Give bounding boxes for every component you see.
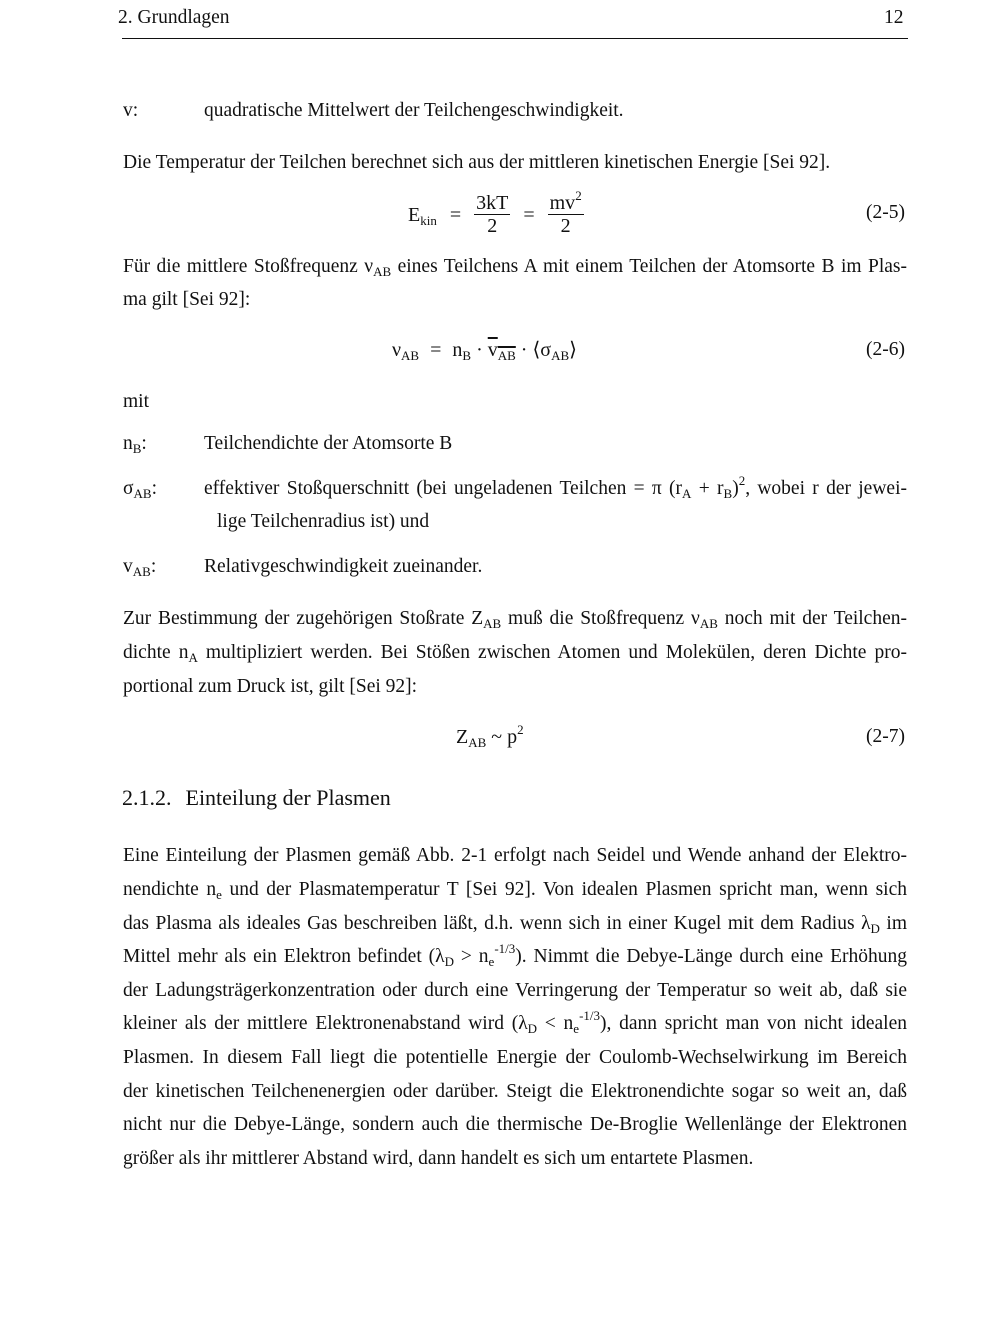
- equation-2-7: $Z_{AB}$ ~ $p^2$: [456, 722, 524, 750]
- equation-label-2-6: (2-6): [866, 339, 905, 360]
- paragraph-collision-line1: Für die mittlere Stoßfrequenz $\nu_{AB}$ eines Teilchens A mit einem Teilchen der Atomsorte B im Plas-: [123, 256, 907, 279]
- equation-label-2-7: (2-7): [866, 726, 905, 747]
- paragraph-plasma-line5: der Ladungsträgerkonzentration oder durch eine Verringerung der Temperatur so weit ab, daß sie: [123, 980, 907, 1001]
- definition-term-vab: $v_{AB}$:: [123, 556, 157, 579]
- paragraph-collision-line2: ma gilt [Sei 92]:: [123, 289, 251, 310]
- paragraph-rate-line1: Zur Bestimmung der zugehörigen Stoßrate $Z_{AB}$ muß die Stoßfrequenz $\nu_{AB}$ noch mit der Teilchen-: [123, 608, 907, 631]
- section-number: 2.1.2.: [122, 785, 172, 810]
- page-number: 12: [884, 7, 904, 28]
- definition-desc-nb: Teilchendichte der Atomsorte B: [204, 433, 453, 454]
- paragraph-plasma-line9: nicht nur die Debye-Länge, sondern auch die thermische De-Broglie Wellenlänge der Elektronen: [123, 1114, 907, 1135]
- paragraph-plasma-line10: größer als ihr mittlerer Abstand wird, dann handelt es sich um entartete Plasmen.: [123, 1148, 754, 1169]
- equation-2-6: $\nu_{AB} = n_B \cdot v_{AB}$ · $⟨\sigma_{AB}⟩$: [392, 339, 577, 363]
- definition-term-sigma: $\sigma_{AB}$:: [123, 478, 157, 501]
- paragraph-rate-line2: dichte $n_A$ multipliziert werden. Bei Stößen zwischen Atomen und Molekülen, deren Dichte pro-: [123, 642, 907, 665]
- definition-term-nb: $n_B$:: [123, 433, 147, 456]
- paragraph-rate-line3: portional zum Druck ist, gilt [Sei 92]:: [123, 676, 418, 697]
- section-title: Einteilung der Plasmen: [185, 785, 391, 810]
- section-heading: [122, 786, 391, 810]
- equation-2-5: $E_{kin}$ = $\frac{3kT}{2}$ = $\frac{mv^2}{2}$: [408, 188, 582, 237]
- definition-desc-sigma-line1: effektiver Stoßquerschnitt (bei ungeladenen Teilchen = π $(r_A + r_B)^2$, wobei r der jewei-: [204, 473, 907, 501]
- paragraph-plasma-line7: Plasmen. In diesem Fall liegt die potentielle Energie der Coulomb-Wechselwirkung im Bereich: [123, 1047, 907, 1068]
- definition-desc-vab: Relativgeschwindigkeit zueinander.: [204, 556, 483, 577]
- running-header-chapter: 2. Grundlagen: [118, 7, 230, 28]
- paragraph-plasma-line4: Mittel mehr als ein Elektron befindet $(\lambda_D > n_e^{-1/3})$. Nimmt die Debye-Länge durch eine Erhöhung: [123, 941, 907, 969]
- definition-term-v: v:: [123, 100, 139, 121]
- paragraph-plasma-line2: nendichte $n_e$ und der Plasmatemperatur T [Sei 92]. Von idealen Plasmen spricht man, wenn sich: [123, 879, 907, 902]
- definition-desc-sigma-line2: lige Teilchenradius ist) und: [217, 511, 430, 532]
- paragraph-plasma-line8: der kinetischen Teilchenenergien oder darüber. Steigt die Elektronendichte sogar so weit an, daß: [123, 1081, 907, 1102]
- word-mit: mit: [123, 391, 150, 412]
- paragraph-temperature: Die Temperatur der Teilchen berechnet sich aus der mittleren kinetischen Energie [Sei 92].: [123, 152, 831, 173]
- paragraph-plasma-line3: das Plasma als ideales Gas beschreiben läßt, d.h. wenn sich in einer Kugel mit dem Radius $\lambda_D$ im: [123, 913, 908, 936]
- paragraph-plasma-line6: kleiner als der mittlere Elektronenabstand wird $(\lambda_D < n_e^{-1/3})$, dann spricht man von nicht idealen: [123, 1008, 907, 1036]
- definition-desc-v: quadratische Mittelwert der Teilchengeschwindigkeit.: [204, 100, 624, 121]
- header-rule: [122, 38, 908, 39]
- equation-label-2-5: (2-5): [866, 202, 905, 223]
- paragraph-plasma-line1: Eine Einteilung der Plasmen gemäß Abb. 2-1 erfolgt nach Seidel und Wende anhand der Elektro-: [123, 845, 907, 866]
